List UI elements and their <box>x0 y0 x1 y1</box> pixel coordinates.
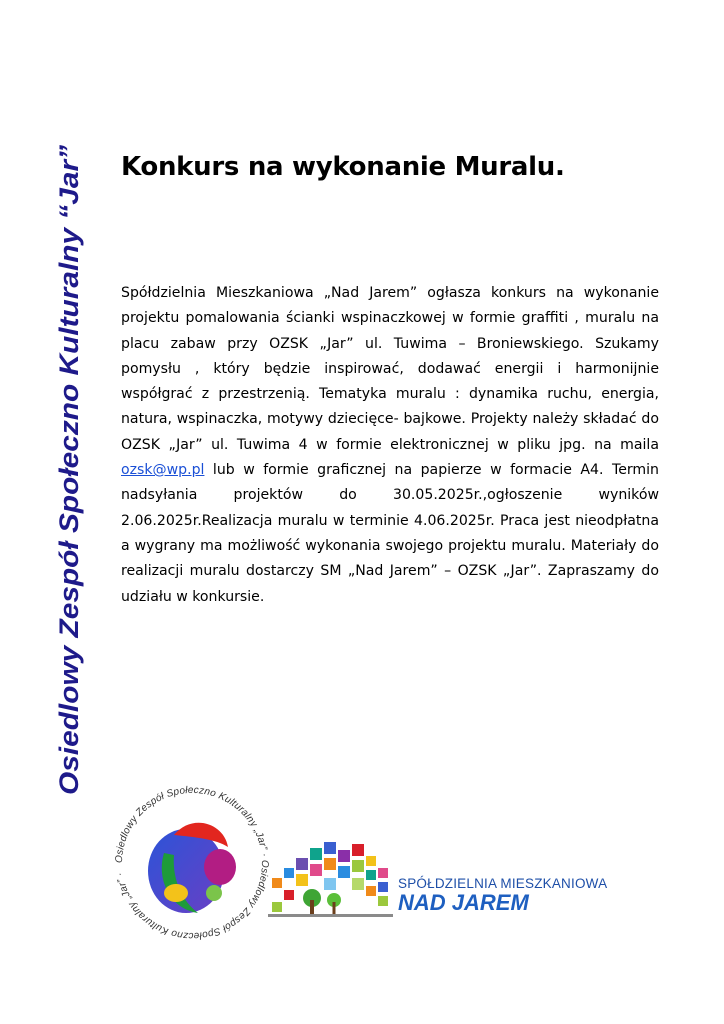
ozsk-logo-ring-text: Osiedlowy Zespół Społeczno Kulturalny „Jar” · Osiedlowy Zespół Społeczno Kulturalny „Jar” · <box>113 784 271 942</box>
ozsk-logo <box>112 783 272 943</box>
ozsk-logo-emblem <box>148 823 236 913</box>
sm-nad-jarem-logo <box>268 838 608 918</box>
sm-logo-line1: SPÓŁDZIELNIA MIESZKANIOWA <box>398 876 608 891</box>
body-text-part-2: lub w formie graficznej na papierze w formacie A4. Termin nadsyłania projektów do 30.05.2025r.,ogłoszenie wyników 2.06.2025r.Realizacja muralu w terminie 4.06.2025r. Praca jest nieodpłatna a wygrany ma możliwość wykonania swojego projektu muralu. Materiały do realizacji muralu dostarczy SM „Nad Jarem” – OZSK „Jar”. Zapraszamy do udziału w konkursie. <box>121 462 659 605</box>
body-text-part-1: Spółdzielnia Mieszkaniowa „Nad Jarem” ogłasza konkurs na wykonanie projektu pomalowania ścianki wspinaczkowej w formie graffiti , muralu na placu zabaw przy OZSK „Jar” ul. Tuwima – Broniewskiego. Szukamy pomysłu , który będzie inspirować, dodawać energii i harmonijnie współgrać z przestrzenią. Tematyka muralu : dynamika ruchu, energia, natura, wspinaczka, motywy dziecięce- bajkowe. Projekty należy składać do OZSK „Jar” ul. Tuwima 4 w formie elektronicznej w pliku jpg. na maila <box>121 285 659 453</box>
announcement-body <box>121 281 659 610</box>
vertical-organization-name <box>38 140 98 800</box>
building-blocks-icon <box>268 838 393 918</box>
sm-logo-line2: NAD JAREM <box>398 890 529 915</box>
vertical-organization-text: Osiedlowy Zespół Społeczno Kulturalny “Jar” <box>54 206 84 795</box>
email-link[interactable]: ozsk@wp.pl <box>121 462 205 479</box>
page-title: Konkurs na wykonanie Muralu. <box>121 152 565 182</box>
